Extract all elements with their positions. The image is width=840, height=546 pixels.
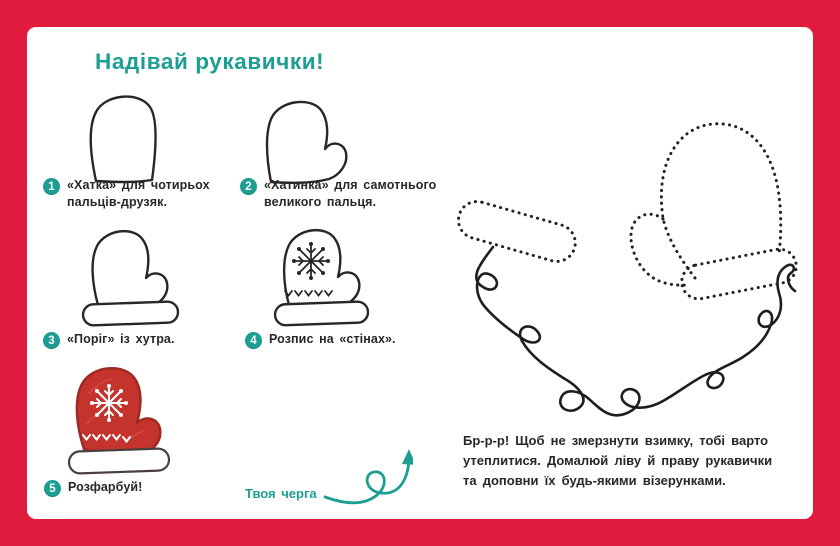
step-number-badge: 4 <box>245 332 262 349</box>
mitten-thumb-drawing <box>259 93 355 189</box>
right-mitten-outline <box>661 124 780 278</box>
right-mitten-cuff-outline <box>679 246 799 302</box>
step-number-badge: 3 <box>43 332 60 349</box>
step-label: «Поріг» із хутра. <box>67 332 175 346</box>
instruction-line: утеплитися. Домалюй ліву й праву рукавички <box>463 453 773 468</box>
step-row-3 <box>43 331 243 349</box>
step-label: «Хатинка» для самотнього великого пальця. <box>264 178 437 209</box>
instruction-line: та доповни їх будь-якими візерунками. <box>463 473 726 488</box>
step-row-5 <box>44 479 244 497</box>
activity-instruction <box>463 431 811 491</box>
page-title: Надівай рукавички! <box>95 49 325 74</box>
left-mitten-cuff-outline <box>454 197 580 266</box>
snowflake-icon <box>292 242 330 280</box>
step-number-badge: 2 <box>240 178 257 195</box>
step-label: Розфарбуй! <box>68 480 143 494</box>
step-row-2 <box>240 177 460 211</box>
step-label: «Хатка» для чотирьох пальців-друзяк. <box>67 178 210 209</box>
step-label: Розпис на «стінах». <box>269 332 396 346</box>
your-turn-label: Твоя черга <box>245 486 317 501</box>
mitten-cuff-drawing <box>71 223 193 333</box>
step-row-4 <box>245 331 465 349</box>
snowflake-icon <box>90 384 128 422</box>
step-row-1 <box>43 177 243 211</box>
instruction-line: Бр-р-р! Щоб не змерзнути взимку, тобі варто <box>463 433 769 448</box>
mitten-colored-drawing <box>55 363 185 481</box>
page <box>27 27 813 519</box>
right-mitten-thumb-outline <box>631 214 687 285</box>
tracing-area <box>437 107 817 437</box>
mitten-decorated-drawing <box>265 223 375 333</box>
step-number-badge: 1 <box>43 178 60 195</box>
mitten-hatka-drawing <box>83 89 175 187</box>
your-turn-arrow-icon <box>323 441 413 515</box>
step-number-badge: 5 <box>44 480 61 497</box>
string-doodle <box>476 247 795 415</box>
